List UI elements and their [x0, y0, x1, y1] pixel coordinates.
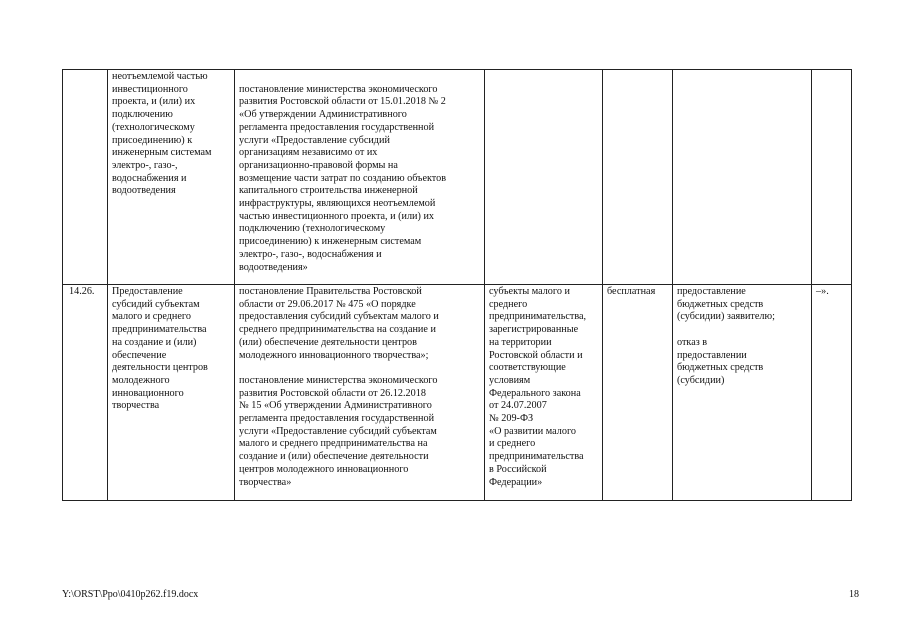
fee-cell	[603, 70, 673, 285]
legal-basis-cell: постановление министерства экономического развития Ростовской области от 15.01.2018 № 2 «Об утверждении Административного регламента предоставления государственной услуги «Предоставление субсидий организациям независимо от их организационно-правовой формы на возмещение части затрат по созданию объектов капитального строительства инженерной инфраструктуры, являющихся неотъемлемой частью инвестиционного проекта, и (или) их подключению (технологическому присоединению) к инженерным системам электро-, газо-, водоснабжения и водоотведения»	[235, 70, 485, 285]
legal-basis-cell: постановление Правительства Ростовской области от 29.06.2017 № 475 «О порядке предоставления субсидий субъектам малого и среднего предпринимательства на создание и (или) обеспечение деятельности центров молодежного инновационного творчества»; постановление министерства экономического развития Ростовской области от 26.12.2018 № 15 «Об утверждении Административного регламента предоставления государственной услуги «Предоставление субсидий субъектам малого и среднего предпринимательства на создание и (или) обеспечение деятельности центров молодежного инновационного творчества»	[235, 285, 485, 501]
service-name-cell: Предоставление субсидий субъектам малого и среднего предпринимательства на создание и (или) обеспечение деятельности центров молодежного инновационного творчества	[108, 285, 235, 501]
service-name-cell: неотъемлемой частью инвестиционного проекта, и (или) их подключению (технологическому присоединению) к инженерным системам электро-, газо-, водоснабжения и водоотведения	[108, 70, 235, 285]
recipients-cell	[485, 70, 603, 285]
row-number-cell	[63, 70, 108, 285]
document-table	[62, 69, 852, 501]
footer-page-number: 18	[849, 589, 859, 600]
fee-cell: бесплатная	[603, 285, 673, 501]
note-cell: –».	[812, 285, 852, 501]
result-cell: предоставление бюджетных средств (субсидии) заявителю; отказ в предоставлении бюджетных средств (субсидии)	[673, 285, 812, 501]
table-row	[63, 70, 852, 285]
result-cell	[673, 70, 812, 285]
note-cell	[812, 70, 852, 285]
footer-file-path: Y:\ORST\Ppo\0410p262.f19.docx	[62, 589, 199, 600]
row-number-cell: 14.26.	[63, 285, 108, 501]
table-row	[63, 285, 852, 501]
recipients-cell: субъекты малого и среднего предпринимательства, зарегистрированные на территории Ростовской области и соответствующие условиям Федерального закона от 24.07.2007 № 209-ФЗ «О развитии малого и среднего предпринимательства в Российской Федерации»	[485, 285, 603, 501]
